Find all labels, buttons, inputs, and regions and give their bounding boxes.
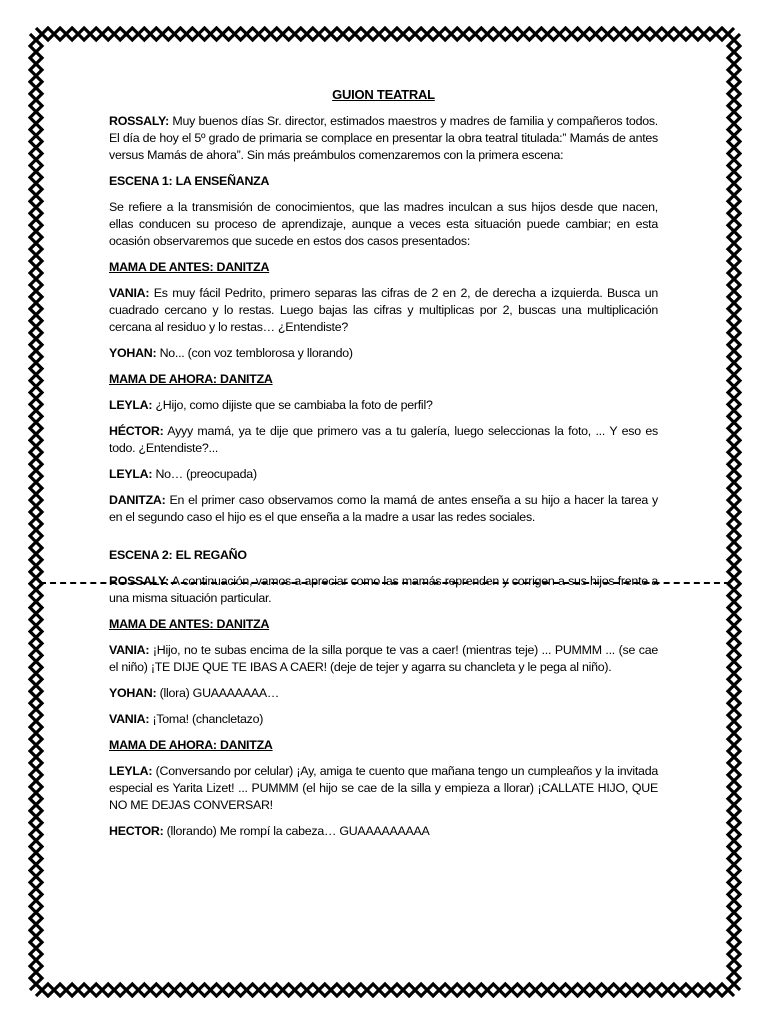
dialogue-hector (109, 423, 658, 457)
dialogue-text: A continuación, vamos a apreciar como las mamás reprenden y corrigen a sus hijos frente a una misma situación particular. (109, 574, 658, 605)
dialogue-text: Es muy fácil Pedrito, primero separas las cifras de 2 en 2, de derecha a izquierda. Busca un cuadrado cercano y lo restas. Luego bajas las cifras y multiplicas por 2, buscas una multiplicación cercana al residuo y lo restas… ¿Entendiste? (109, 286, 658, 334)
dialogue-text: Muy buenos días Sr. director, estimados maestros y madres de familia y compañeros todos. El día de hoy el 5º grado de primaria se complace en presentar la obra teatral titulada:” Mamás de antes versus Mamás de ahora”. Sin más preámbulos comenzaremos con la primera escena: (109, 114, 658, 162)
dialogue-leyla (109, 466, 658, 483)
speaker-name: LEYLA: (109, 467, 153, 481)
dialogue-vania (109, 642, 658, 676)
script-content (109, 86, 658, 849)
dialogue-text: Ayyy mamá, ya te dije que primero vas a tu galería, luego seleccionas la foto, ... Y eso es todo. ¿Entendiste?... (109, 424, 658, 455)
dialogue-text: En el primer caso observamos como la mamá de antes enseña a su hijo a hacer la tarea y en el segundo caso el hijo es el que enseña a la madre a usar las redes sociales. (109, 493, 658, 524)
dialogue-text: (llorando) Me rompí la cabeza… GUAAAAAAAAA (163, 824, 430, 838)
dialogue-text: (Conversando por celular) ¡Ay, amiga te cuento que mañana tengo un cumpleaños y la invitada especial es Yarita Lizet! ... PUMMM (el hijo se cae de la silla y empieza a llorar) ¡CALLATE HIJO, QUE NO ME DEJAS CONVERSAR! (109, 764, 658, 812)
speaker-name: ROSSALY: (109, 574, 169, 588)
speaker-name: ROSSALY: (109, 114, 169, 128)
speaker-name: HÉCTOR: (109, 424, 164, 438)
subheading-mama-de-ahora: MAMA DE AHORA: DANITZA (109, 372, 273, 386)
dialogue-text: ¡Hijo, no te subas encima de la silla porque te vas a caer! (mientras teje) ... PUMMM ... (se cae el niño) ¡TE DIJE QUE TE IBAS A CAER! (deje de tejer y agarra su chancleta y le pega al niño). (109, 643, 658, 674)
dialogue-danitza (109, 492, 658, 526)
scene-1-heading: ESCENA 1: LA ENSEÑANZA (109, 174, 270, 188)
subheading-mama-de-antes: MAMA DE ANTES: DANITZA (109, 617, 270, 631)
subheading-mama-de-antes: MAMA DE ANTES: DANITZA (109, 260, 270, 274)
dialogue-leyla (109, 763, 658, 814)
dialogue-vania (109, 711, 658, 728)
dialogue-text: (llora) GUAAAAAAA… (156, 686, 280, 700)
speaker-name: YOHAN: (109, 346, 157, 360)
speaker-name: YOHAN: (109, 686, 157, 700)
dialogue-hector (109, 823, 658, 840)
scene-1-description: Se refiere a la transmisión de conocimientos, que las madres inculcan a sus hijos desde que nacen, ellas conducen su proceso de aprendizaje, aunque a veces esta situación puede cambiar; en esta ocasión observaremos que sucede en estos dos casos presentados: (109, 200, 658, 248)
speaker-name: VANIA: (109, 286, 150, 300)
speaker-name: VANIA: (109, 712, 150, 726)
speaker-name: DANITZA: (109, 493, 166, 507)
dialogue-text: No… (preocupada) (152, 467, 257, 481)
dialogue-vania (109, 285, 658, 336)
speaker-name: VANIA: (109, 643, 150, 657)
dialogue-rossaly-intro (109, 113, 658, 164)
dialogue-yohan (109, 345, 658, 362)
document-title: GUION TEATRAL (332, 87, 435, 102)
scene-2-heading: ESCENA 2: EL REGAÑO (109, 548, 247, 562)
dialogue-text: ¡Toma! (chancletazo) (149, 712, 264, 726)
speaker-name: LEYLA: (109, 764, 153, 778)
dialogue-text: No... (con voz temblorosa y llorando) (156, 346, 353, 360)
speaker-name: LEYLA: (109, 398, 153, 412)
speaker-name: HECTOR: (109, 824, 164, 838)
dialogue-leyla (109, 397, 658, 414)
dialogue-text: ¿Hijo, como dijiste que se cambiaba la foto de perfil? (152, 398, 433, 412)
dialogue-yohan (109, 685, 658, 702)
subheading-mama-de-ahora: MAMA DE AHORA: DANITZA (109, 738, 273, 752)
dialogue-rossaly (109, 573, 658, 607)
